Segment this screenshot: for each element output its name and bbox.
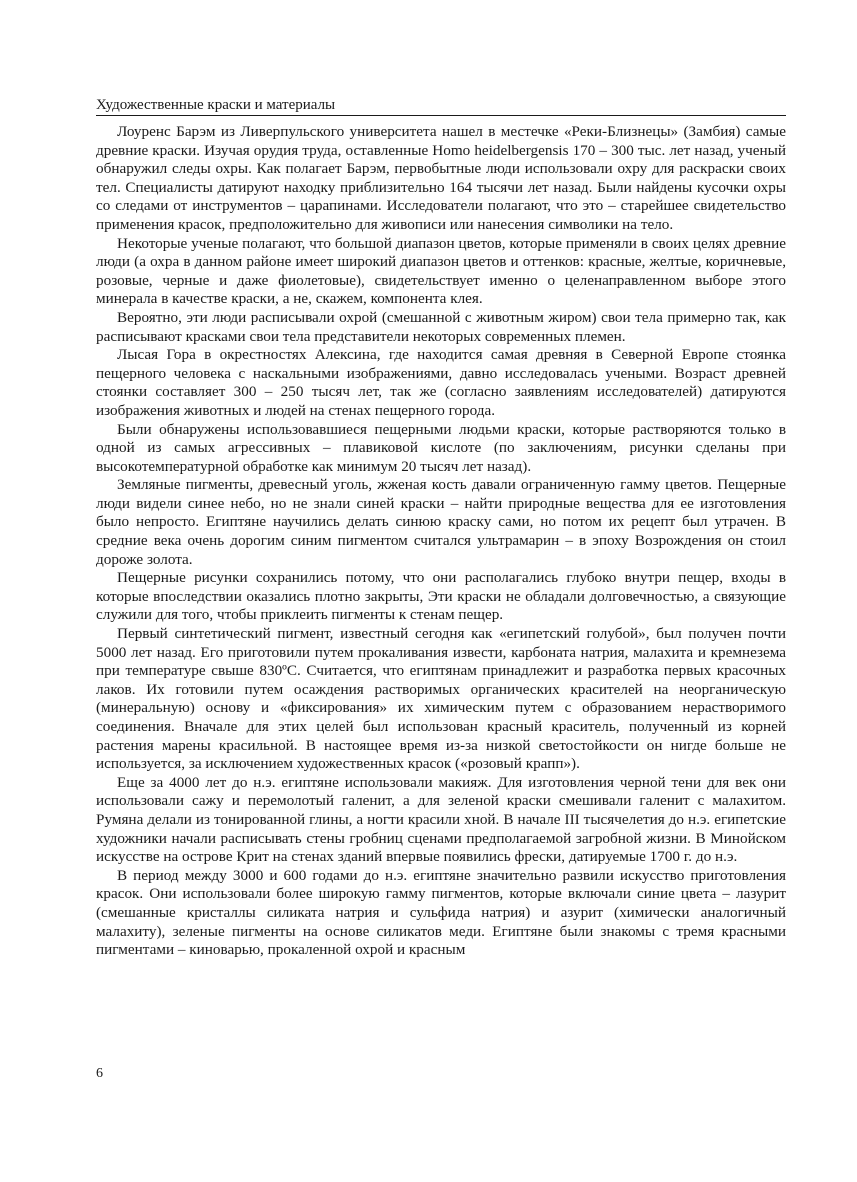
paragraph: Лоуренс Барэм из Ливерпульского университета нашел в местечке «Реки-Близнецы» (Замбия) самые древние краски. Изучая орудия труда, оставленные Homo heidelbergensis 170 – 300 тыс. лет назад, ученый обнаружил следы охры. Как полагает Барэм, первобытные люди использовали охру для раскраски своих тел. Специалисты датируют находку приблизительно 164 тысячи лет назад. Были найдены кусочки охры со следами от инструментов – царапинами. Исследователи полагают, что это – старейшее свидетельство применения красок, предположительно для живописи или нанесения символики на тело. [96,123,786,233]
paragraph: Вероятно, эти люди расписывали охрой (смешанной с животным жиром) свои тела примерно так, как расписывают красками свои тела представители некоторых современных племен. [96,308,786,345]
paragraph: Лысая Гора в окрестностях Алексина, где находится самая древняя в Северной Европе стоянка пещерного человека с наскальными изображениями, давно исследовалась учеными. Возраст древней стоянки составляет 300 – 250 тысяч лет, так же (согласно заявлениям исследователей) датируются изображения животных и людей на стенах пещерного города. [96,346,786,419]
page-number: 6 [96,1066,103,1081]
paragraph: Некоторые ученые полагают, что большой диапазон цветов, которые применяли в своих целях древние люди (а охра в данном районе имеет широкий диапазон цветов и оттенков: красные, желтые, коричневые, розовые, черные и даже фиолетовые), свидетельствует именно о целенаправленном выборе этого минерала в качестве краски, а не, скажем, компонента клея. [96,234,786,308]
paragraph: Были обнаружены использовавшиеся пещерными людьми краски, которые растворяются только в одной из самых агрессивных – плавиковой кислоте (по заключениям, рисунки сделаны при высокотемпературной обработке как минимум 20 тысяч лет назад). [96,420,786,475]
paragraph: Первый синтетический пигмент, известный сегодня как «египетский голубой», был получен почти 5000 лет назад. Его приготовили путем прокаливания извести, карбоната натрия, малахита и кремнезема при температуре свыше 830ºС. Считается, что египтянам принадлежит и разработка первых красочных лаков. Их готовили путем осаждения растворимых органических красителей на неорганическую (минеральную) основу и «фиксирования» их химическим путем с образованием нерастворимого соединения. Вначале для этих целей был использован красный краситель, полученный из корней растения марены красильной. В настоящее время из-за низкой светостойкости он нигде больше не используется, за исключением художественных красок («розовый крапп»). [96,625,786,773]
paragraph: Земляные пигменты, древесный уголь, жженая кость давали ограниченную гамму цветов. Пещерные люди видели синее небо, но не знали синей краски – найти природные вещества для ее изготовления было непросто. Египтяне научились делать синюю краску сами, но потом их рецепт был утрачен. В средние века очень дорогим синим пигментом считался ультрамарин – в эпоху Возрождения он стоил дороже золота. [96,476,786,568]
document-page [96,96,786,960]
paragraph: Пещерные рисунки сохранились потому, что они располагались глубоко внутри пещер, входы в которые впоследствии оказались плотно закрыты, Эти краски не обладали долговечностью, а связующие служили для того, чтобы приклеить пигменты к стенам пещер. [96,569,786,624]
paragraph: Еще за 4000 лет до н.э. египтяне использовали макияж. Для изготовления черной тени для век они использовали сажу и перемолотый галенит, а для зеленой краски смешивали галенит с малахитом. Румяна делали из тонированной глины, а ногти красили хной. В начале III тысячелетия до н.э. египетские художники начали расписывать стены гробниц сценами предполагаемой загробной жизни. В Минойском искусстве на острове Крит на стенах зданий впервые появились фрески, датируемые 1700 г. до н.э. [96,773,786,866]
running-header: Художественные краски и материалы [96,96,786,116]
body-text [96,123,786,960]
paragraph: В период между 3000 и 600 годами до н.э. египтяне значительно развили искусство приготовления красок. Они использовали более широкую гамму пигментов, которые включали синие цвета – лазурит (смешанные кристаллы силиката натрия и сульфида натрия) и азурит (химически аналогичный малахиту), зеленые пигменты на основе силикатов меди. Египтяне были знакомы с тремя красными пигментами – киноварью, прокаленной охрой и красным [96,866,786,959]
